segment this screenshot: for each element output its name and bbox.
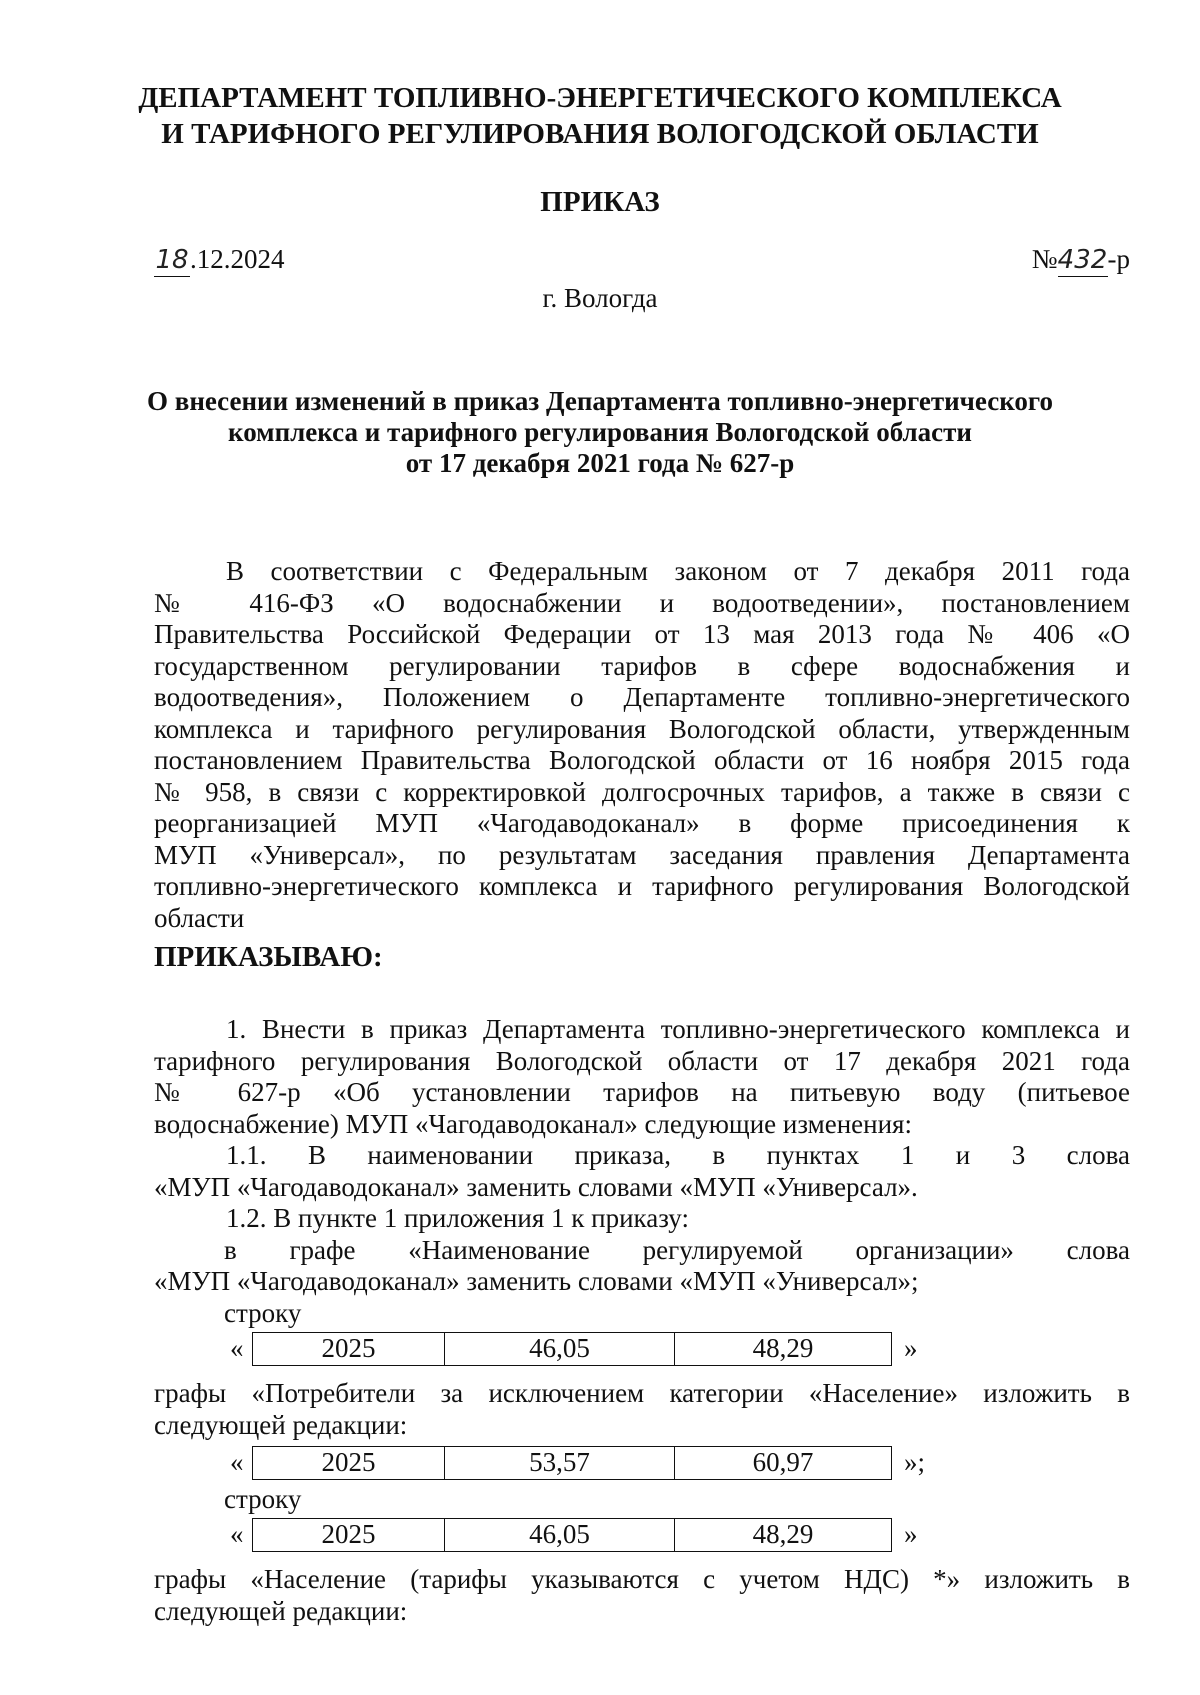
preamble-line: МУП «Универсал», по результатам заседания правления Департамента <box>154 839 1130 870</box>
item-1 <box>154 1014 1130 1298</box>
number-sign: № <box>1031 244 1058 274</box>
preamble <box>154 556 1130 934</box>
order-date <box>154 244 285 277</box>
preamble-line: постановлением Правительства Вологодской области от 16 ноября 2015 года <box>154 745 1130 775</box>
preamble-line: № 416-ФЗ «О водоснабжении и водоотведении», постановлением <box>154 587 1130 618</box>
table-cell-value-2: 48,29 <box>752 1519 814 1549</box>
quote-close: »; <box>904 1447 926 1477</box>
graph-consumers-line: графы «Потребители за исключением категории «Население» изложить в <box>154 1378 1130 1408</box>
city: г. Вологда <box>542 283 658 313</box>
quote-close: » <box>904 1333 918 1363</box>
row-word: строку <box>224 1298 302 1328</box>
graph-population-line: графы «Население (тарифы указываются с учетом НДС) *» изложить в <box>154 1564 1130 1594</box>
preamble-line: государственном регулировании тарифов в сфере водоснабжения и <box>154 650 1130 681</box>
item-1-2-line: 1.2. В пункте 1 приложения 1 к приказу: <box>226 1203 689 1233</box>
table-cell-value-1: 46,05 <box>445 1519 675 1551</box>
item-1-2-sub-line: в графе «Наименование регулируемой организации» слова <box>224 1234 1130 1265</box>
number-suffix: -р <box>1107 244 1130 274</box>
table-cell-value-1: 46,05 <box>445 1333 675 1365</box>
table-cell-year: 2025 <box>253 1519 445 1551</box>
item-1-line: тарифного регулирования Вологодской области от 17 декабря 2021 года <box>154 1045 1130 1076</box>
preamble-line: комплекса и тарифного регулирования Вологодской области, утвержденным <box>154 713 1130 744</box>
table-cell-year: 2025 <box>253 1447 445 1479</box>
item-1-line: № 627-р «Об установлении тарифов на питьевую воду (питьевое <box>154 1077 1130 1107</box>
item-1-1-line: «МУП «Чагодаводоканал» заменить словами «МУП «Универсал». <box>154 1171 918 1202</box>
table-cell-value-2: 60,97 <box>752 1447 814 1477</box>
preamble-line: В соответствии с Федеральным законом от 7 декабря 2011 года <box>226 556 1130 586</box>
document-type: ПРИКАЗ <box>540 186 660 218</box>
preamble-line: топливно-энергетического комплекса и тарифного регулирования Вологодской <box>154 871 1130 901</box>
quote-open: « <box>230 1519 244 1549</box>
date-month-year: .12.2024 <box>190 244 285 274</box>
table-cell-year: 2025 <box>253 1333 445 1365</box>
graph-consumers <box>154 1378 1130 1441</box>
subject-line2: комплекса и тарифного регулирования Вологодской области <box>228 417 972 447</box>
department-name-line1: ДЕПАРТАМЕНТ ТОПЛИВНО-ЭНЕРГЕТИЧЕСКОГО КОМПЛЕКСА <box>138 82 1062 114</box>
table-cell-value-1: 53,57 <box>445 1447 675 1479</box>
graph-population <box>154 1564 1130 1627</box>
graph-population-line: следующей редакции: <box>154 1595 408 1626</box>
item-1-line: 1. Внести в приказ Департамента топливно-энергетического комплекса и <box>226 1014 1130 1044</box>
preamble-line: № 958, в связи с корректировкой долгосрочных тарифов, а также в связи с <box>154 776 1130 807</box>
item-1-1-line: 1.1. В наименовании приказа, в пунктах 1 и 3 слова <box>226 1140 1130 1170</box>
preamble-line: Правительства Российской Федерации от 13 мая 2013 года № 406 «О <box>154 619 1130 649</box>
item-1-line: водоснабжение) МУП «Чагодаводоканал» следующие изменения: <box>154 1108 912 1139</box>
table-cell-value-2: 48,29 <box>752 1333 814 1363</box>
order-word: ПРИКАЗЫВАЮ: <box>154 941 383 973</box>
preamble-line: водоотведения», Положением о Департаменте топливно-энергетического <box>154 682 1130 712</box>
tariff-table-row <box>252 1446 892 1480</box>
tariff-table-row <box>252 1518 892 1552</box>
row-word: строку <box>224 1484 302 1514</box>
graph-consumers-line: следующей редакции: <box>154 1409 408 1440</box>
order-number <box>1032 244 1130 277</box>
subject-line1: О внесении изменений в приказ Департамента топливно-энергетического <box>146 386 1053 416</box>
department-name-line2: И ТАРИФНОГО РЕГУЛИРОВАНИЯ ВОЛОГОДСКОЙ ОБЛАСТИ <box>161 118 1039 150</box>
quote-close: » <box>904 1519 918 1549</box>
number-handwritten: 432 <box>1057 245 1108 275</box>
item-1-2-sub-line: «МУП «Чагодаводоканал» заменить словами «МУП «Универсал»; <box>154 1266 919 1296</box>
preamble-line: реорганизацией МУП «Чагодаводоканал» в форме присоединения к <box>154 808 1130 838</box>
date-day-handwritten: 18 <box>155 245 189 275</box>
quote-open: « <box>230 1333 244 1363</box>
quote-open: « <box>230 1447 244 1477</box>
preamble-line: области <box>154 902 245 933</box>
tariff-table-row <box>252 1332 892 1366</box>
subject-line3: от 17 декабря 2021 года № 627-р <box>405 448 795 478</box>
